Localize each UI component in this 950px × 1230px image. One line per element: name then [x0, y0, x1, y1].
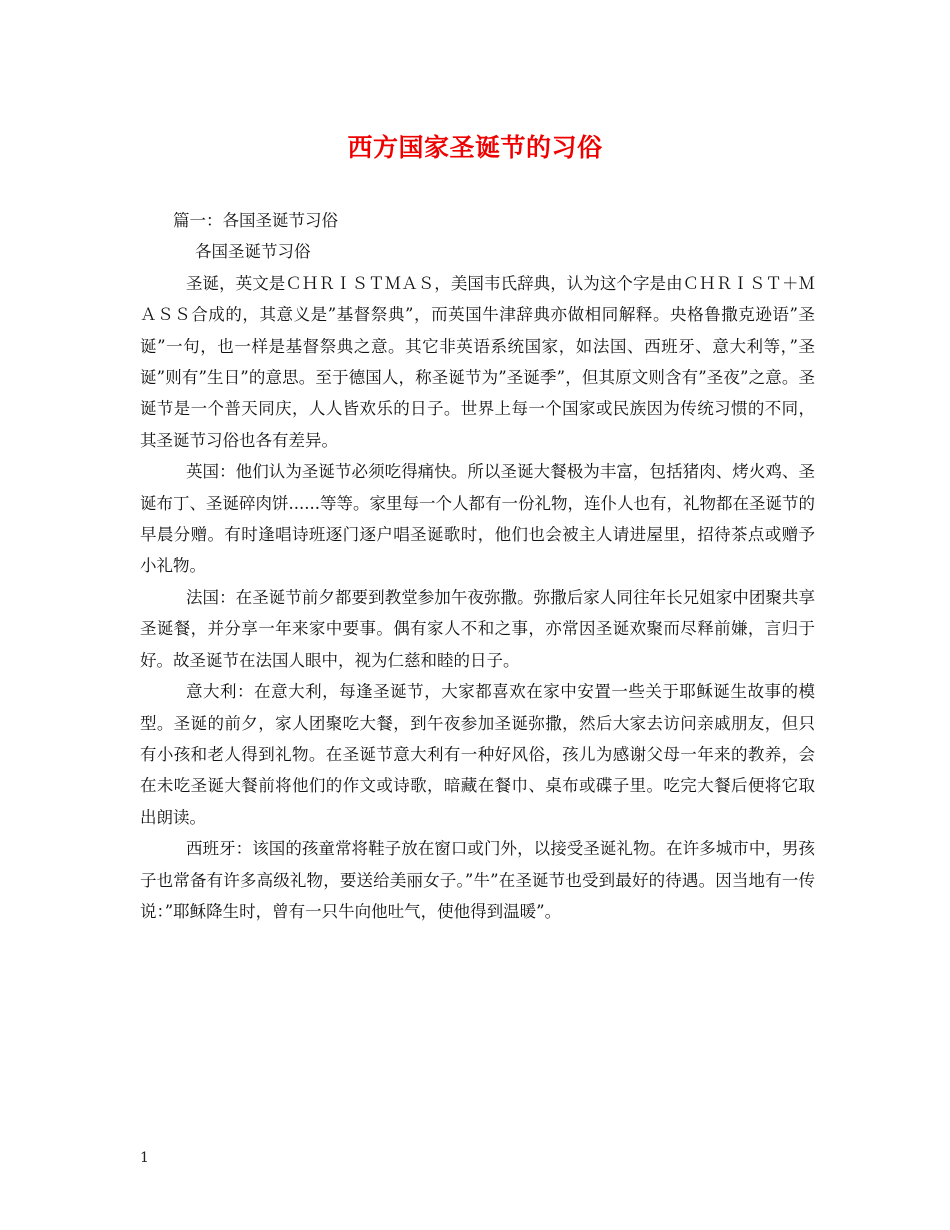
- paragraph-spain: 西班牙：该国的孩童常将鞋子放在窗口或门外，以接受圣诞礼物。在许多城市中，男孩子也常备有许多高级礼物，要送给美丽女子。”牛”在圣诞节也受到最好的待遇。因当地有一传说：”耶稣降生时，曾有一只牛向他吐气，使他得到温暖”。: [140, 839, 815, 921]
- document-title: 西方国家圣诞节的习俗: [347, 133, 603, 162]
- page-number: 1: [140, 1150, 149, 1166]
- section-heading: 篇一：各国圣诞节习俗: [173, 211, 338, 230]
- document-body: [140, 205, 815, 927]
- paragraph-france: 法国：在圣诞节前夕都要到教堂参加午夜弥撒。弥撒后家人同往年长兄姐家中团聚共享圣诞餐，并分享一年来家中要事。偶有家人不和之事，亦常因圣诞欢聚而尽释前嫌，言归于好。故圣诞节在法国人眼中，视为仁慈和睦的日子。: [140, 587, 815, 670]
- paragraph-intro: 圣诞，英文是ＣＨＲＩＳＴＭＡＳ，美国韦氏辞典，认为这个字是由ＣＨＲＩＳＴ＋ＭＡＳＳ合成的，其意义是”基督祭典”，而英国牛津辞典亦做相同解释。央格鲁撒克逊语”圣诞”一句，也一样是基督祭典之意。其它非英语系统国家，如法国、西班牙、意大利等，”圣诞”则有”生日”的意思。至于德国人，称圣诞节为”圣诞季”，但其原文则含有”圣夜”之意。圣诞节是一个普天同庆，人人皆欢乐的日子。世界上每一个国家或民族因为传统习惯的不同，其圣诞节习俗也各有差异。: [140, 273, 815, 450]
- paragraph-england: 英国：他们认为圣诞节必须吃得痛快。所以圣诞大餐极为丰富，包括猪肉、烤火鸡、圣诞布丁、圣诞碎肉饼......等等。家里每一个人都有一份礼物，连仆人也有，礼物都在圣诞节的早晨分赠。有时逢唱诗班逐门逐户唱圣诞歌时，他们也会被主人请进屋里，招待茶点或赠予小礼物。: [140, 462, 815, 576]
- paragraph-italy: 意大利：在意大利，每逢圣诞节，大家都喜欢在家中安置一些关于耶稣诞生故事的模型。圣诞的前夕，家人团聚吃大餐，到午夜参加圣诞弥撒，然后大家去访问亲戚朋友，但只有小孩和老人得到礼物。在圣诞节意大利有一种好风俗，孩儿为感谢父母一年来的教养，会在未吃圣诞大餐前将他们的作文或诗歌，暗藏在餐巾、桌布或碟子里。吃完大餐后便将它取出朗读。: [140, 682, 815, 827]
- subheading: 各国圣诞节习俗: [195, 242, 311, 262]
